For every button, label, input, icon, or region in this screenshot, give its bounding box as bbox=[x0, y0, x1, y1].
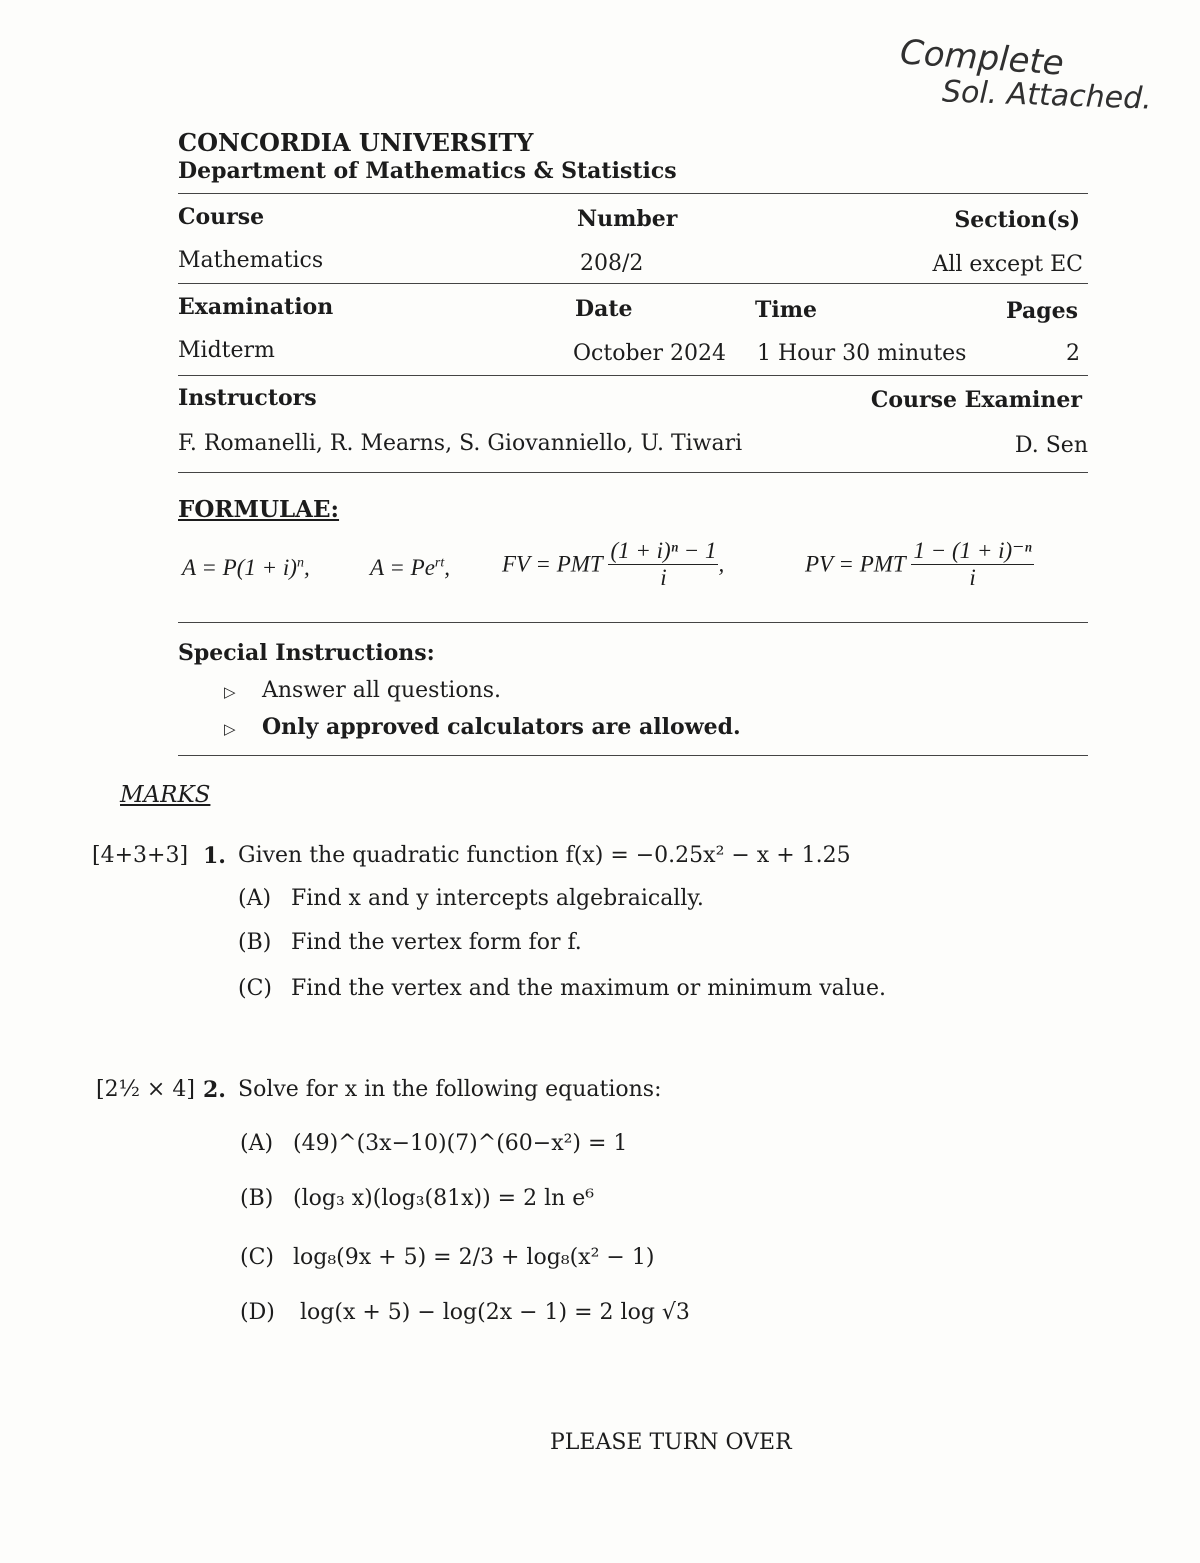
rule-5 bbox=[178, 622, 1088, 623]
part-text: log₈(9x + 5) = 2/3 + log₈(x² − 1) bbox=[293, 1245, 655, 1270]
formulae-title: FORMULAE: bbox=[178, 496, 340, 523]
formula-continuous: $A = Pe^{rt}$, bbox=[370, 555, 451, 580]
part-label: (B) bbox=[240, 1186, 274, 1211]
formula-pv-lhs: PV = PMT bbox=[805, 551, 906, 577]
formula-continuous-base: A = Pe bbox=[370, 555, 435, 580]
examination-label: Examination bbox=[178, 294, 334, 320]
question-number: 1. bbox=[203, 843, 226, 869]
formula-pv-fraction bbox=[911, 538, 1033, 591]
part-text: Find x and y intercepts algebraically. bbox=[291, 886, 704, 911]
date-value: October 2024 bbox=[573, 341, 727, 366]
instruction-bullet-icon: ▷ bbox=[224, 683, 236, 701]
number-value: 208/2 bbox=[580, 251, 644, 276]
instruction-item: Answer all questions. bbox=[262, 678, 502, 703]
part-text: Find the vertex and the maximum or minimum value. bbox=[291, 976, 886, 1001]
formula-present-value bbox=[805, 538, 1034, 591]
question-text: Solve for x in the following equations: bbox=[238, 1077, 662, 1102]
part-text: (49)^(3x−10)(7)^(60−x²) = 1 bbox=[293, 1131, 628, 1156]
department-name: Department of Mathematics & Statistics bbox=[178, 158, 677, 184]
course-value: Mathematics bbox=[178, 248, 324, 273]
part-label: (D) bbox=[240, 1300, 275, 1325]
rule-2 bbox=[178, 283, 1088, 284]
handwritten-note bbox=[898, 32, 1190, 118]
question-text: Given the quadratic function f(x) = −0.25x² − x + 1.25 bbox=[238, 843, 851, 868]
formula-pv-numerator: 1 − (1 + i)⁻ⁿ bbox=[913, 538, 1032, 563]
handwritten-note-line2: Sol. Attached. bbox=[941, 74, 1153, 117]
handwritten-note-line1: Complete bbox=[898, 32, 1066, 84]
question-number: 2. bbox=[203, 1077, 226, 1103]
university-name: CONCORDIA UNIVERSITY bbox=[178, 128, 534, 157]
instructors-label: Instructors bbox=[178, 385, 317, 411]
formula-compound: $A = P(1 + i)^n$, bbox=[182, 555, 310, 580]
formula-compound-exp: n bbox=[296, 555, 304, 571]
course-label: Course bbox=[178, 204, 265, 230]
instructions-title: Special Instructions: bbox=[178, 640, 435, 666]
number-label: Number bbox=[577, 206, 678, 232]
time-value: 1 Hour 30 minutes bbox=[757, 341, 967, 366]
examiner-label: Course Examiner bbox=[870, 387, 1082, 413]
part-text: log(x + 5) − log(2x − 1) = 2 log √3 bbox=[300, 1300, 690, 1325]
part-text: Find the vertex form for f. bbox=[291, 930, 582, 955]
pages-label: Pages bbox=[1006, 298, 1078, 324]
formula-future-value: FV = PMT $\frac{\text{(1 + i)ⁿ − 1}}{i}$ , bbox=[502, 538, 725, 590]
marks-label: MARKS bbox=[120, 782, 211, 808]
question-marks: [4+3+3] bbox=[92, 843, 189, 868]
formula-pv-denominator: i bbox=[969, 565, 976, 590]
formula-fv-lhs: FV = PMT bbox=[502, 551, 603, 577]
formula-compound-base: A = P(1 + i) bbox=[182, 555, 297, 580]
date-label: Date bbox=[575, 296, 633, 322]
question-marks: [2½ × 4] bbox=[96, 1077, 195, 1102]
rule-4 bbox=[178, 472, 1088, 473]
sections-value: All except EC bbox=[932, 252, 1083, 277]
examination-value: Midterm bbox=[178, 338, 275, 363]
rule-6 bbox=[178, 755, 1088, 756]
part-label: (B) bbox=[238, 930, 272, 955]
formula-fv-numerator: (1 + i)ⁿ − 1 bbox=[610, 538, 717, 563]
part-label: (A) bbox=[240, 1131, 274, 1156]
sections-label: Section(s) bbox=[954, 207, 1080, 233]
formula-continuous-exp: rt bbox=[434, 555, 445, 571]
rule-top bbox=[178, 193, 1088, 194]
formula-fv-denominator: i bbox=[660, 565, 667, 590]
instruction-item: Only approved calculators are allowed. bbox=[262, 714, 741, 740]
pages-value: 2 bbox=[1066, 341, 1080, 366]
time-label: Time bbox=[755, 297, 818, 323]
turn-over-note: PLEASE TURN OVER bbox=[550, 1430, 792, 1455]
formula-fv-fraction bbox=[608, 538, 718, 591]
part-label: (C) bbox=[240, 1245, 274, 1270]
part-label: (C) bbox=[238, 976, 272, 1001]
instruction-bullet-icon: ▷ bbox=[224, 720, 236, 738]
part-label: (A) bbox=[238, 886, 272, 911]
part-text: (log₃ x)(log₃(81x)) = 2 ln e⁶ bbox=[293, 1186, 595, 1211]
rule-3 bbox=[178, 375, 1088, 376]
examiner-value: D. Sen bbox=[1014, 433, 1088, 458]
instructors-value: F. Romanelli, R. Mearns, S. Giovanniello, U. Tiwari bbox=[178, 431, 743, 456]
